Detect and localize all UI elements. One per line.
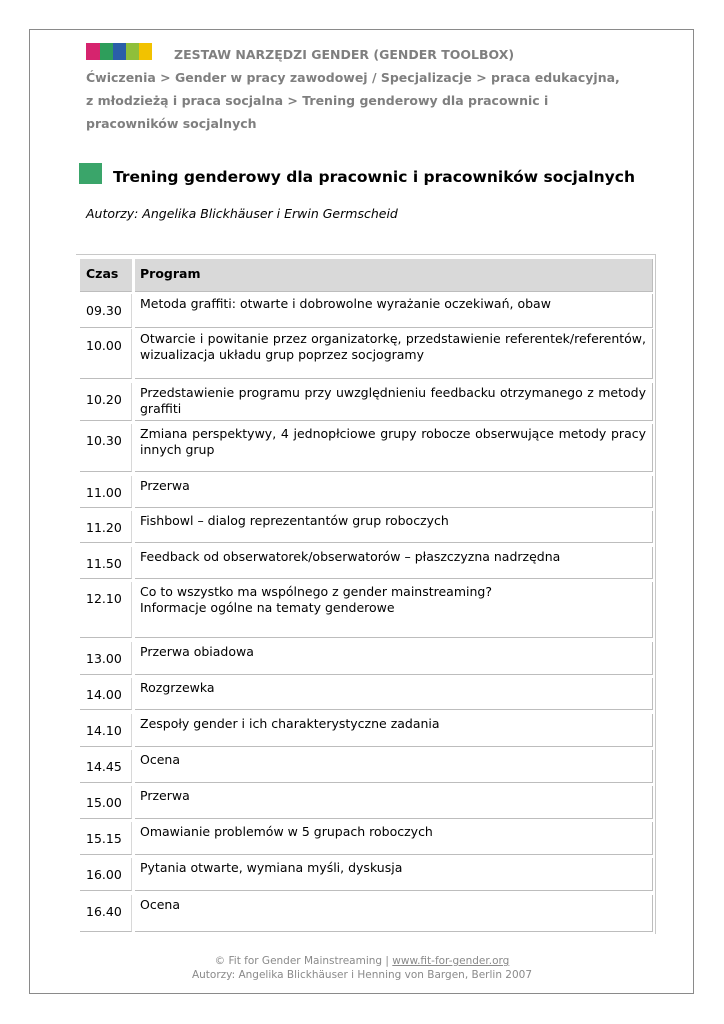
footer-line-2: Autorzy: Angelika Blickhäuser i Henning von Bargen, Berlin 2007 [191,969,533,981]
toolbox-title: ZESTAW NARZĘDZI GENDER (GENDER TOOLBOX) [174,47,515,62]
row-program-text: Ocena [140,897,180,912]
row-time: 16.40 [80,895,132,932]
row-program [135,895,653,932]
row-time: 10.00 [80,329,132,379]
row-time: 13.00 [80,642,132,675]
row-time: 15.15 [80,822,132,855]
table-row [76,511,656,543]
table-header-row [76,259,656,292]
row-time: 11.50 [80,547,132,579]
row-program-text-2: Informacje ogólne na tematy genderowe [140,600,395,615]
table-row [76,424,656,472]
row-program-text: Fishbowl – dialog reprezentantów grup roboczych [140,513,449,528]
row-program-text: Pytania otwarte, wymiana myśli, dyskusja [140,860,403,875]
row-program-text: Metoda graffiti: otwarte i dobrowolne wyrażanie oczekiwań, obaw [140,296,551,311]
toolbox-logo [86,43,152,60]
footer-line-1 [0,954,724,968]
row-program [135,511,653,543]
table-row [76,895,656,932]
header-program: Program [135,259,653,292]
table-row [76,547,656,579]
row-program [135,329,653,379]
logo-block-blue [113,43,126,60]
row-program-text: Przerwa obiadowa [140,644,254,659]
row-program [135,383,653,421]
row-program [135,547,653,579]
row-time: 11.20 [80,511,132,543]
logo-block-magenta [86,43,100,60]
row-program-text: Rozgrzewka [140,680,215,695]
row-program [135,786,653,819]
table-row [76,714,656,747]
row-program [135,750,653,783]
row-program-text: Otwarcie i powitanie przez organizatorkę, przedstawienie referentek/referentów, wizualizacja układu grup poprzez socjogramy [140,331,646,362]
table-row [76,678,656,710]
row-time: 14.10 [80,714,132,747]
row-program-text: Przerwa [140,788,190,803]
row-time: 10.30 [80,424,132,472]
row-time: 14.45 [80,750,132,783]
footer [0,954,724,982]
schedule-table [76,254,656,934]
table-row [76,476,656,508]
row-time: 16.00 [80,858,132,891]
row-time: 09.30 [80,294,132,328]
row-program-text: Przedstawienie programu przy uwzględnieniu feedbacku otrzymanego z metody graffiti [140,385,646,416]
row-program [135,858,653,891]
breadcrumb: Ćwiczenia > Gender w pracy zawodowej / Specjalizacje > praca edukacyjna, z młodzieżą i praca socjalna > Trening genderowy dla pracownic i pracowników socjalnych [86,70,620,131]
page-title: Trening genderowy dla pracownic i pracowników socjalnych [113,168,635,186]
table-row [76,786,656,819]
row-program-text: Zmiana perspektywy, 4 jednopłciowe grupy robocze obserwujące metody pracy innych grup [140,426,646,457]
row-program [135,714,653,747]
table-row [76,642,656,675]
table-row [76,582,656,638]
row-time: 11.00 [80,476,132,508]
row-program-text: Co to wszystko ma wspólnego z gender mainstreaming? [140,584,492,599]
table-row [76,822,656,855]
row-program [135,582,653,638]
row-program [135,294,653,328]
row-time: 15.00 [80,786,132,819]
header-time: Czas [80,259,132,292]
table-row [76,294,656,328]
row-program-text: Omawianie problemów w 5 grupach roboczych [140,824,433,839]
row-program [135,642,653,675]
row-program [135,424,653,472]
title-square-icon [79,163,102,184]
row-program [135,822,653,855]
row-program-text: Feedback od obserwatorek/obserwatorów – płaszczyzna nadrzędna [140,549,561,564]
table-row [76,750,656,783]
logo-block-yellow [139,43,152,60]
row-program-text: Przerwa [140,478,190,493]
logo-block-lime [126,43,139,60]
row-time: 14.00 [80,678,132,710]
row-time: 10.20 [80,383,132,421]
row-program-text: Ocena [140,752,180,767]
authors-line: Autorzy: Angelika Blickhäuser i Erwin Germscheid [86,206,398,221]
table-row [76,858,656,891]
row-time: 12.10 [80,582,132,638]
footer-link[interactable]: www.fit-for-gender.org [392,955,510,967]
footer-copyright: © Fit for Gender Mainstreaming | [214,955,393,967]
table-row [76,329,656,379]
table-row [76,383,656,421]
logo-block-green [100,43,113,60]
row-program [135,678,653,710]
row-program [135,476,653,508]
row-program-text: Zespoły gender i ich charakterystyczne zadania [140,716,440,731]
